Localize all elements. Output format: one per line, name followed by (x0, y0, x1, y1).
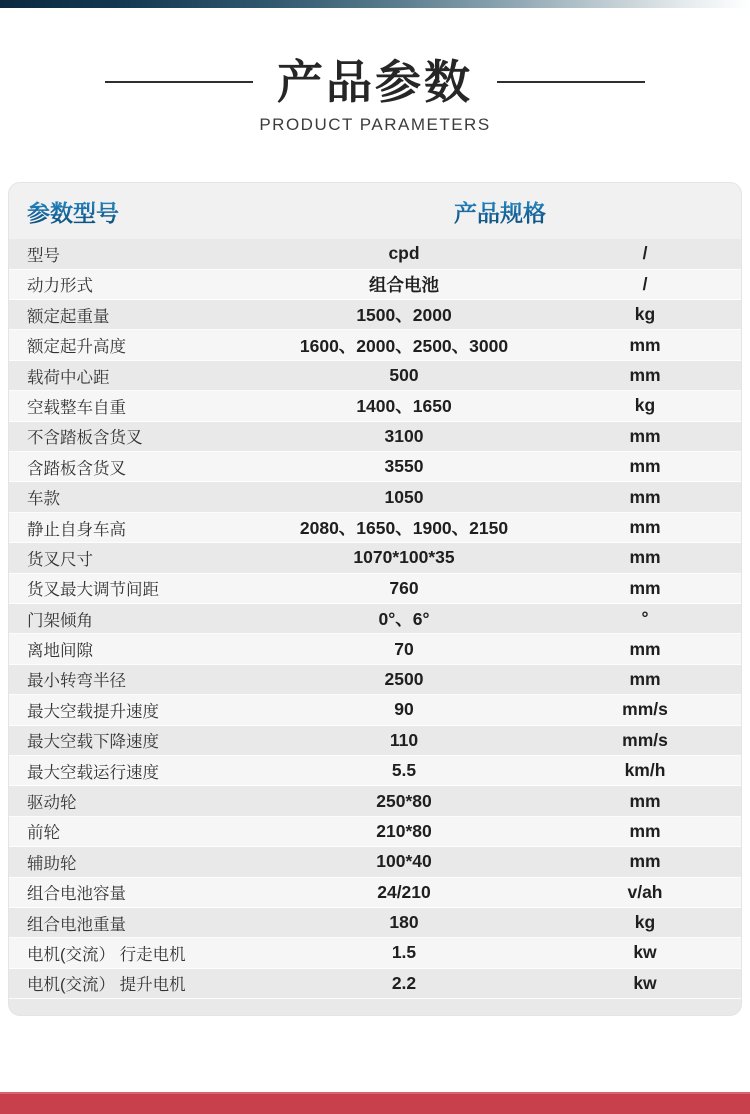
table-row (9, 908, 741, 938)
param-value: 100*40 (376, 851, 432, 872)
table-row (9, 817, 741, 847)
table-row (9, 300, 741, 330)
table-row (9, 604, 741, 634)
param-unit: ° (641, 608, 649, 629)
param-value: 110 (389, 729, 419, 750)
param-unit: mm (629, 486, 661, 507)
param-label: 不含踏板含货叉 (27, 429, 143, 448)
param-value: cpd (388, 243, 420, 264)
param-label: 额定起升高度 (27, 338, 126, 357)
param-label: 动力形式 (27, 277, 93, 296)
param-label: 货叉尺寸 (27, 550, 93, 569)
title-right-line (497, 81, 645, 83)
param-value: 1070*100*35 (353, 547, 455, 568)
table-row (9, 574, 741, 604)
table-row (9, 665, 741, 695)
param-label: 空载整车自重 (27, 398, 126, 417)
param-label: 辅助轮 (27, 854, 77, 873)
param-unit: mm (629, 820, 661, 841)
param-value: 0°、6° (378, 609, 430, 630)
param-unit: mm (629, 638, 661, 659)
param-label: 最大空载提升速度 (27, 702, 159, 721)
section-title-block (0, 58, 750, 135)
table-row (9, 969, 741, 999)
table-row (9, 422, 741, 452)
param-label: 型号 (27, 246, 60, 265)
param-value: 760 (389, 577, 419, 598)
param-value: 500 (389, 365, 419, 386)
param-label: 前轮 (27, 824, 60, 843)
param-value: 2500 (384, 668, 424, 689)
table-row (9, 239, 741, 269)
param-unit: mm (629, 365, 661, 386)
param-value: 210*80 (376, 820, 432, 841)
param-label: 车款 (27, 490, 60, 509)
table-row (9, 543, 741, 573)
param-value: 5.5 (391, 760, 417, 781)
page-subtitle: PRODUCT PARAMETERS (259, 115, 491, 135)
param-label: 最大空载运行速度 (27, 763, 159, 782)
page-title: 产品参数 (277, 56, 473, 108)
param-label: 额定起重量 (27, 307, 110, 326)
param-label: 最小转弯半径 (27, 672, 126, 691)
table-row (9, 482, 741, 512)
table-row (9, 513, 741, 543)
param-unit: mm/s (622, 729, 668, 750)
table-row (9, 391, 741, 421)
param-label: 驱动轮 (27, 794, 77, 813)
param-value: 70 (394, 638, 414, 659)
title-left-line (105, 81, 253, 83)
param-unit: mm (629, 851, 661, 872)
param-value: 1600、2000、2500、3000 (299, 335, 509, 356)
param-unit: / (642, 243, 648, 264)
table-row (9, 786, 741, 816)
table-row (9, 726, 741, 756)
param-value: 1400、1650 (356, 396, 452, 417)
param-label: 门架倾角 (27, 611, 93, 630)
table-row (9, 878, 741, 908)
param-unit: kw (633, 972, 657, 993)
param-unit: kg (634, 395, 656, 416)
table-row (9, 847, 741, 877)
param-unit: mm (629, 790, 661, 811)
top-gradient-bar (0, 0, 750, 8)
table-row (9, 634, 741, 664)
table-row (9, 270, 741, 300)
param-label: 载荷中心距 (27, 368, 110, 387)
param-value: 90 (394, 699, 414, 720)
param-unit: mm (629, 425, 661, 446)
spec-table-body (9, 239, 741, 999)
param-label: 组合电池重量 (27, 915, 126, 934)
param-value: 3550 (384, 456, 424, 477)
param-unit: mm/s (622, 699, 668, 720)
bottom-red-bar (0, 1092, 750, 1114)
spec-table (8, 182, 742, 1016)
param-label: 电机(交流） 提升电机 (27, 976, 186, 995)
header-spec-column: 产品规格 (259, 195, 741, 228)
param-unit: mm (629, 517, 661, 537)
param-label: 静止自身车高 (27, 520, 126, 539)
param-unit: mm (629, 668, 661, 689)
param-value: 250*80 (376, 790, 432, 811)
param-unit: mm (629, 334, 661, 355)
param-unit: v/ah (627, 881, 663, 902)
title-row (0, 58, 750, 106)
param-value: 180 (389, 912, 419, 933)
param-label: 电机(交流） 行走电机 (27, 945, 186, 964)
param-value: 1500、2000 (356, 305, 452, 326)
table-row (9, 452, 741, 482)
table-row (9, 695, 741, 725)
param-unit: mm (629, 577, 661, 598)
param-value: 2.2 (391, 972, 417, 993)
param-label: 货叉最大调节间距 (27, 581, 159, 600)
param-unit: mm (629, 456, 661, 477)
param-label: 含踏板含货叉 (27, 459, 126, 478)
param-unit: mm (629, 547, 661, 568)
param-value: 1050 (384, 486, 424, 507)
param-value: 2080、1650、1900、2150 (299, 518, 509, 538)
param-label: 组合电池容量 (27, 885, 126, 904)
param-unit: km/h (624, 760, 666, 781)
param-label: 最大空载下降速度 (27, 733, 159, 752)
param-unit: kg (634, 304, 656, 325)
table-row (9, 756, 741, 786)
table-row (9, 330, 741, 360)
param-unit: / (642, 273, 648, 294)
param-value: 24/210 (377, 881, 431, 902)
spec-table-header (9, 183, 741, 239)
param-value: 组合电池 (369, 274, 439, 295)
param-unit: kw (633, 942, 657, 963)
table-row (9, 361, 741, 391)
table-row (9, 938, 741, 968)
param-label: 离地间隙 (27, 642, 93, 661)
param-value: 1.5 (391, 942, 417, 963)
param-unit: kg (634, 912, 656, 933)
header-param-column: 参数型号 (9, 195, 259, 228)
param-value: 3100 (384, 425, 424, 446)
